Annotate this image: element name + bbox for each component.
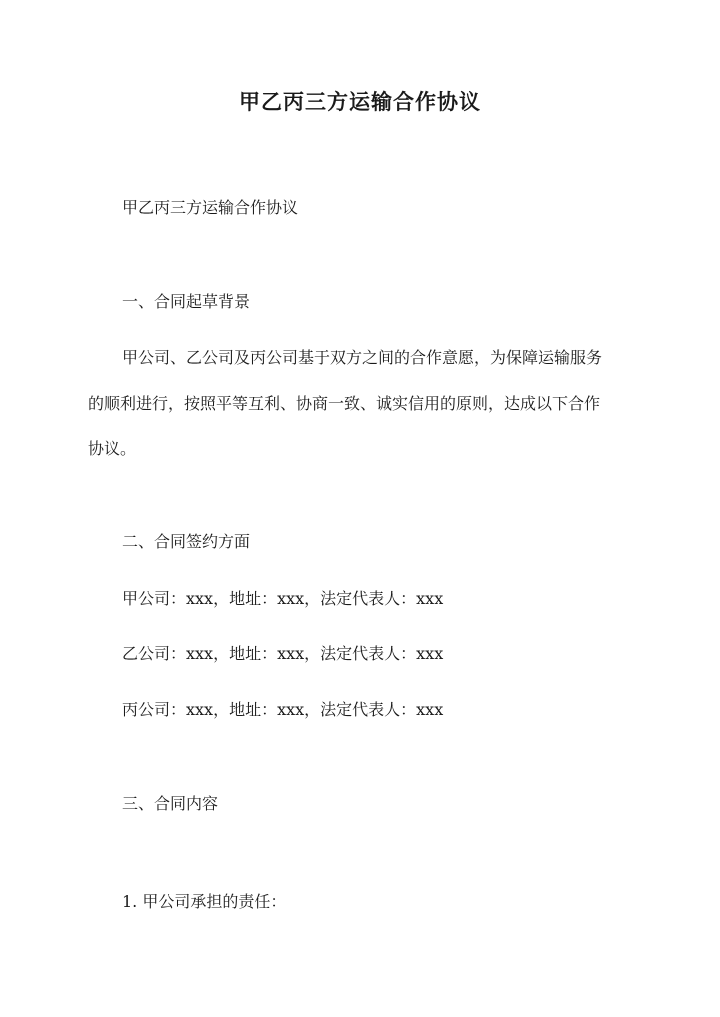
- section-1-heading: 一、合同起草背景: [122, 292, 251, 311]
- section-1-line-3: 协议。: [88, 439, 137, 458]
- party-a-info: 甲公司：xxx，地址：xxx，法定代表人：xxx: [122, 589, 444, 608]
- document-title: 甲乙丙三方运输合作协议: [239, 89, 481, 114]
- section-3-heading: 三、合同内容: [122, 794, 219, 813]
- section-2-heading: 二、合同签约方面: [122, 532, 251, 551]
- section-1-line-1: 甲公司、乙公司及丙公司基于双方之间的合作意愿，为保障运输服务: [122, 348, 603, 367]
- document-subtitle: 甲乙丙三方运输合作协议: [122, 198, 299, 217]
- section-3-item-1: 1. 甲公司承担的责任：: [122, 892, 287, 911]
- party-c-info: 丙公司：xxx，地址：xxx，法定代表人：xxx: [122, 700, 444, 719]
- party-b-info: 乙公司：xxx，地址：xxx，法定代表人：xxx: [122, 644, 444, 663]
- section-1-line-2: 的顺利进行，按照平等互利、协商一致、诚实信用的原则，达成以下合作: [88, 394, 601, 413]
